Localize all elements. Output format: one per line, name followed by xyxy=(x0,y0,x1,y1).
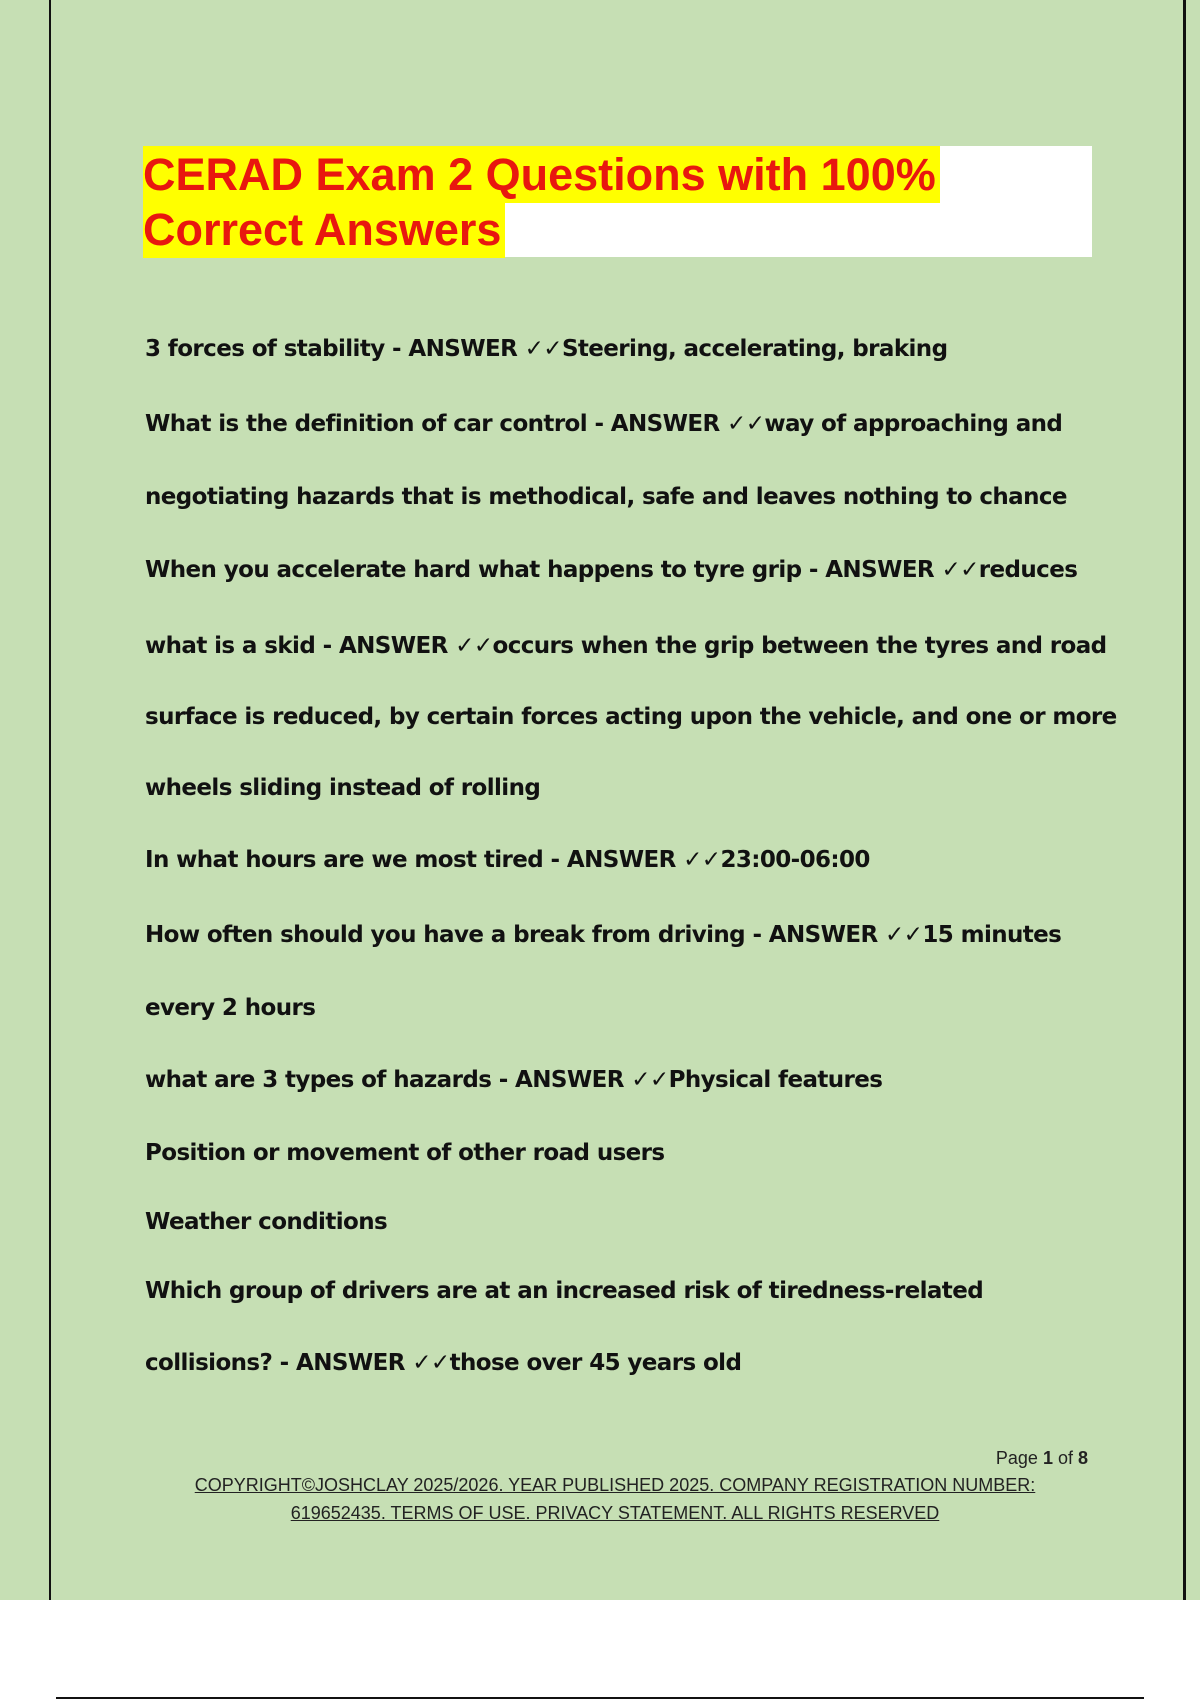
qa-line xyxy=(145,1348,741,1378)
answer-text: Steering, accelerating, braking xyxy=(561,336,948,362)
document-title-line-1: CERAD Exam 2 Questions with 100% xyxy=(143,146,940,203)
qa-text: How often should you have a break from driving - ANSWER xyxy=(145,922,886,948)
qa-text: wheels sliding instead of rolling xyxy=(145,775,541,801)
qa-line xyxy=(145,993,315,1023)
qa-line xyxy=(145,482,1067,512)
document-title-line-2: Correct Answers xyxy=(143,201,505,258)
page-border-left xyxy=(49,0,51,1600)
qa-text: When you accelerate hard what happens to tyre grip - ANSWER xyxy=(145,557,942,583)
qa-line xyxy=(145,1207,387,1237)
qa-text: every 2 hours xyxy=(145,995,316,1021)
qa-text: surface is reduced, by certain forces acting upon the vehicle, and one or more xyxy=(145,704,1117,730)
answer-text: those over 45 years old xyxy=(449,1350,742,1376)
qa-text: In what hours are we most tired - ANSWER xyxy=(145,847,684,873)
double-check-icon: ✓✓ xyxy=(455,633,493,659)
qa-line xyxy=(145,409,1062,439)
copyright-line-2[interactable]: 619652435. TERMS OF USE. PRIVACY STATEMENT. ALL RIGHTS RESERVED xyxy=(290,1503,940,1523)
qa-line xyxy=(145,1276,983,1306)
qa-line xyxy=(145,845,870,875)
qa-text: negotiating hazards that is methodical, safe and leaves nothing to chance xyxy=(145,484,1067,510)
qa-line xyxy=(145,1138,665,1168)
double-check-icon: ✓✓ xyxy=(683,847,721,873)
qa-text: what are 3 types of hazards - ANSWER xyxy=(145,1067,632,1093)
double-check-icon: ✓✓ xyxy=(727,411,765,437)
page-of: of xyxy=(1052,1448,1078,1468)
answer-text: occurs when the grip between the tyres and road xyxy=(492,633,1107,659)
page-number xyxy=(996,1448,1088,1469)
double-check-icon: ✓✓ xyxy=(885,922,923,948)
answer-text: 15 minutes xyxy=(922,922,1062,948)
answer-text: way of approaching and xyxy=(764,411,1063,437)
double-check-icon: ✓✓ xyxy=(941,557,979,583)
answer-text: Physical features xyxy=(668,1067,883,1093)
page-prefix: Page xyxy=(995,1448,1043,1468)
next-page-rule xyxy=(56,1697,1144,1699)
qa-text: Weather conditions xyxy=(145,1209,388,1235)
qa-line xyxy=(145,334,947,364)
qa-line xyxy=(145,1065,882,1095)
qa-text: What is the definition of car control - ANSWER xyxy=(145,411,728,437)
qa-line xyxy=(145,631,1107,661)
qa-text: Which group of drivers are at an increased risk of tiredness-related xyxy=(145,1278,984,1304)
page-border-right xyxy=(1183,0,1186,1600)
answer-text: reduces xyxy=(978,557,1078,583)
qa-line xyxy=(145,555,1077,585)
double-check-icon: ✓✓ xyxy=(524,336,562,362)
qa-line xyxy=(145,920,1061,950)
qa-text: 3 forces of stability - ANSWER xyxy=(145,336,525,362)
qa-text: Position or movement of other road users xyxy=(145,1140,665,1166)
double-check-icon: ✓✓ xyxy=(631,1067,669,1093)
answer-text: 23:00-06:00 xyxy=(720,847,870,873)
qa-text: what is a skid - ANSWER xyxy=(145,633,456,659)
qa-line xyxy=(145,702,1117,732)
qa-text: collisions? - ANSWER xyxy=(145,1350,413,1376)
page-current: 1 xyxy=(1042,1448,1053,1468)
page-total: 8 xyxy=(1077,1448,1088,1468)
qa-line xyxy=(145,773,540,803)
double-check-icon: ✓✓ xyxy=(412,1350,450,1376)
copyright-line-1[interactable]: COPYRIGHT©JOSHCLAY 2025/2026. YEAR PUBLISHED 2025. COMPANY REGISTRATION NUMBER: xyxy=(194,1475,1036,1495)
